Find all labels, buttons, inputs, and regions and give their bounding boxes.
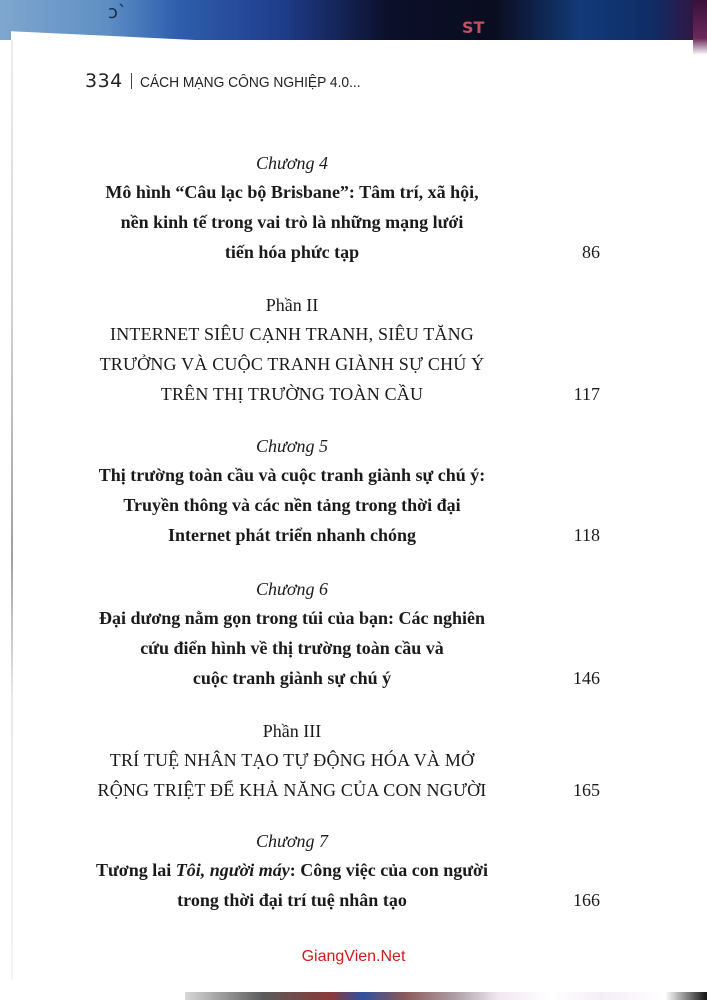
toc-entry-chapter-6[interactable] <box>80 576 600 693</box>
part-label: Phần II <box>265 295 319 315</box>
background-book-cover <box>0 0 707 40</box>
chapter-title-line: tiến hóa phức tạp <box>224 242 360 262</box>
part-label: Phần III <box>262 721 322 741</box>
part-title-line: RỘNG TRIỆT ĐỂ KHẢ NĂNG CỦA CON NGƯỜI <box>97 780 487 800</box>
chapter-title-line: trong thời đại trí tuệ nhân tạo <box>177 890 407 910</box>
chapter-title-line <box>80 855 504 885</box>
running-header <box>85 70 380 92</box>
page-reference: 146 <box>573 668 600 688</box>
toc-entry-chapter-7[interactable] <box>80 828 600 915</box>
chapter-title-line: Truyền thông và các nền tảng trong thời đại <box>123 495 461 515</box>
part-title-line: INTERNET SIÊU CẠNH TRANH, SIÊU TĂNG <box>110 324 474 344</box>
part-title-line: TRÍ TUỆ NHÂN TẠO TỰ ĐỘNG HÓA VÀ MỞ <box>109 750 475 770</box>
page-fold-shadow <box>11 40 13 980</box>
chapter-label: Chương 7 <box>256 831 328 851</box>
chapter-label: Chương 4 <box>256 153 328 173</box>
book-title: CÁCH MẠNG CÔNG NGHIỆP 4.0... <box>139 74 361 91</box>
background-bottom-strip <box>185 992 707 1000</box>
background-edge <box>693 0 707 55</box>
title-italic-text: Tôi, người máy <box>175 860 290 880</box>
chapter-label: Chương 5 <box>256 436 328 456</box>
toc-entry-chapter-4[interactable] <box>80 150 600 267</box>
header-separator <box>131 73 132 89</box>
page-reference: 86 <box>582 242 600 262</box>
chapter-title-line: cứu điển hình về thị trường toàn cầu và <box>140 638 444 658</box>
toc-entry-part-3[interactable] <box>80 718 600 805</box>
chapter-title-line: nền kinh tế trong vai trò là những mạng lưới <box>120 212 464 232</box>
page-reference: 165 <box>573 780 600 800</box>
chapter-title-line: Internet phát triển nhanh chóng <box>167 525 417 545</box>
title-text: Tương lai <box>95 860 176 880</box>
chapter-title-line: cuộc tranh giành sự chú ý <box>192 668 392 688</box>
background-glyph: ɔ` <box>108 2 127 23</box>
toc-entry-chapter-5[interactable] <box>80 433 600 550</box>
watermark-link[interactable]: GiangVien.Net <box>301 948 406 965</box>
part-title-line: TRÊN THỊ TRƯỜNG TOÀN CẦU <box>160 384 424 404</box>
page-reference: 118 <box>573 525 600 545</box>
toc-entry-part-2[interactable] <box>80 292 600 409</box>
page-reference: 166 <box>573 890 600 910</box>
chapter-title-line: Thị trường toàn cầu và cuộc tranh giành sự chú ý: <box>98 465 486 485</box>
background-red-mark: ST <box>462 18 485 37</box>
page-number: 334 <box>85 70 123 92</box>
page-reference: 117 <box>573 384 600 404</box>
chapter-label: Chương 6 <box>256 579 328 599</box>
chapter-title-line: Mô hình “Câu lạc bộ Brisbane”: Tâm trí, xã hội, <box>105 182 479 202</box>
title-text: : Công việc của con người <box>289 860 488 880</box>
chapter-title-line: Đại dương nằm gọn trong túi của bạn: Các nghiên <box>98 608 485 628</box>
part-title-line: TRƯỞNG VÀ CUỘC TRANH GIÀNH SỰ CHÚ Ý <box>99 354 485 374</box>
